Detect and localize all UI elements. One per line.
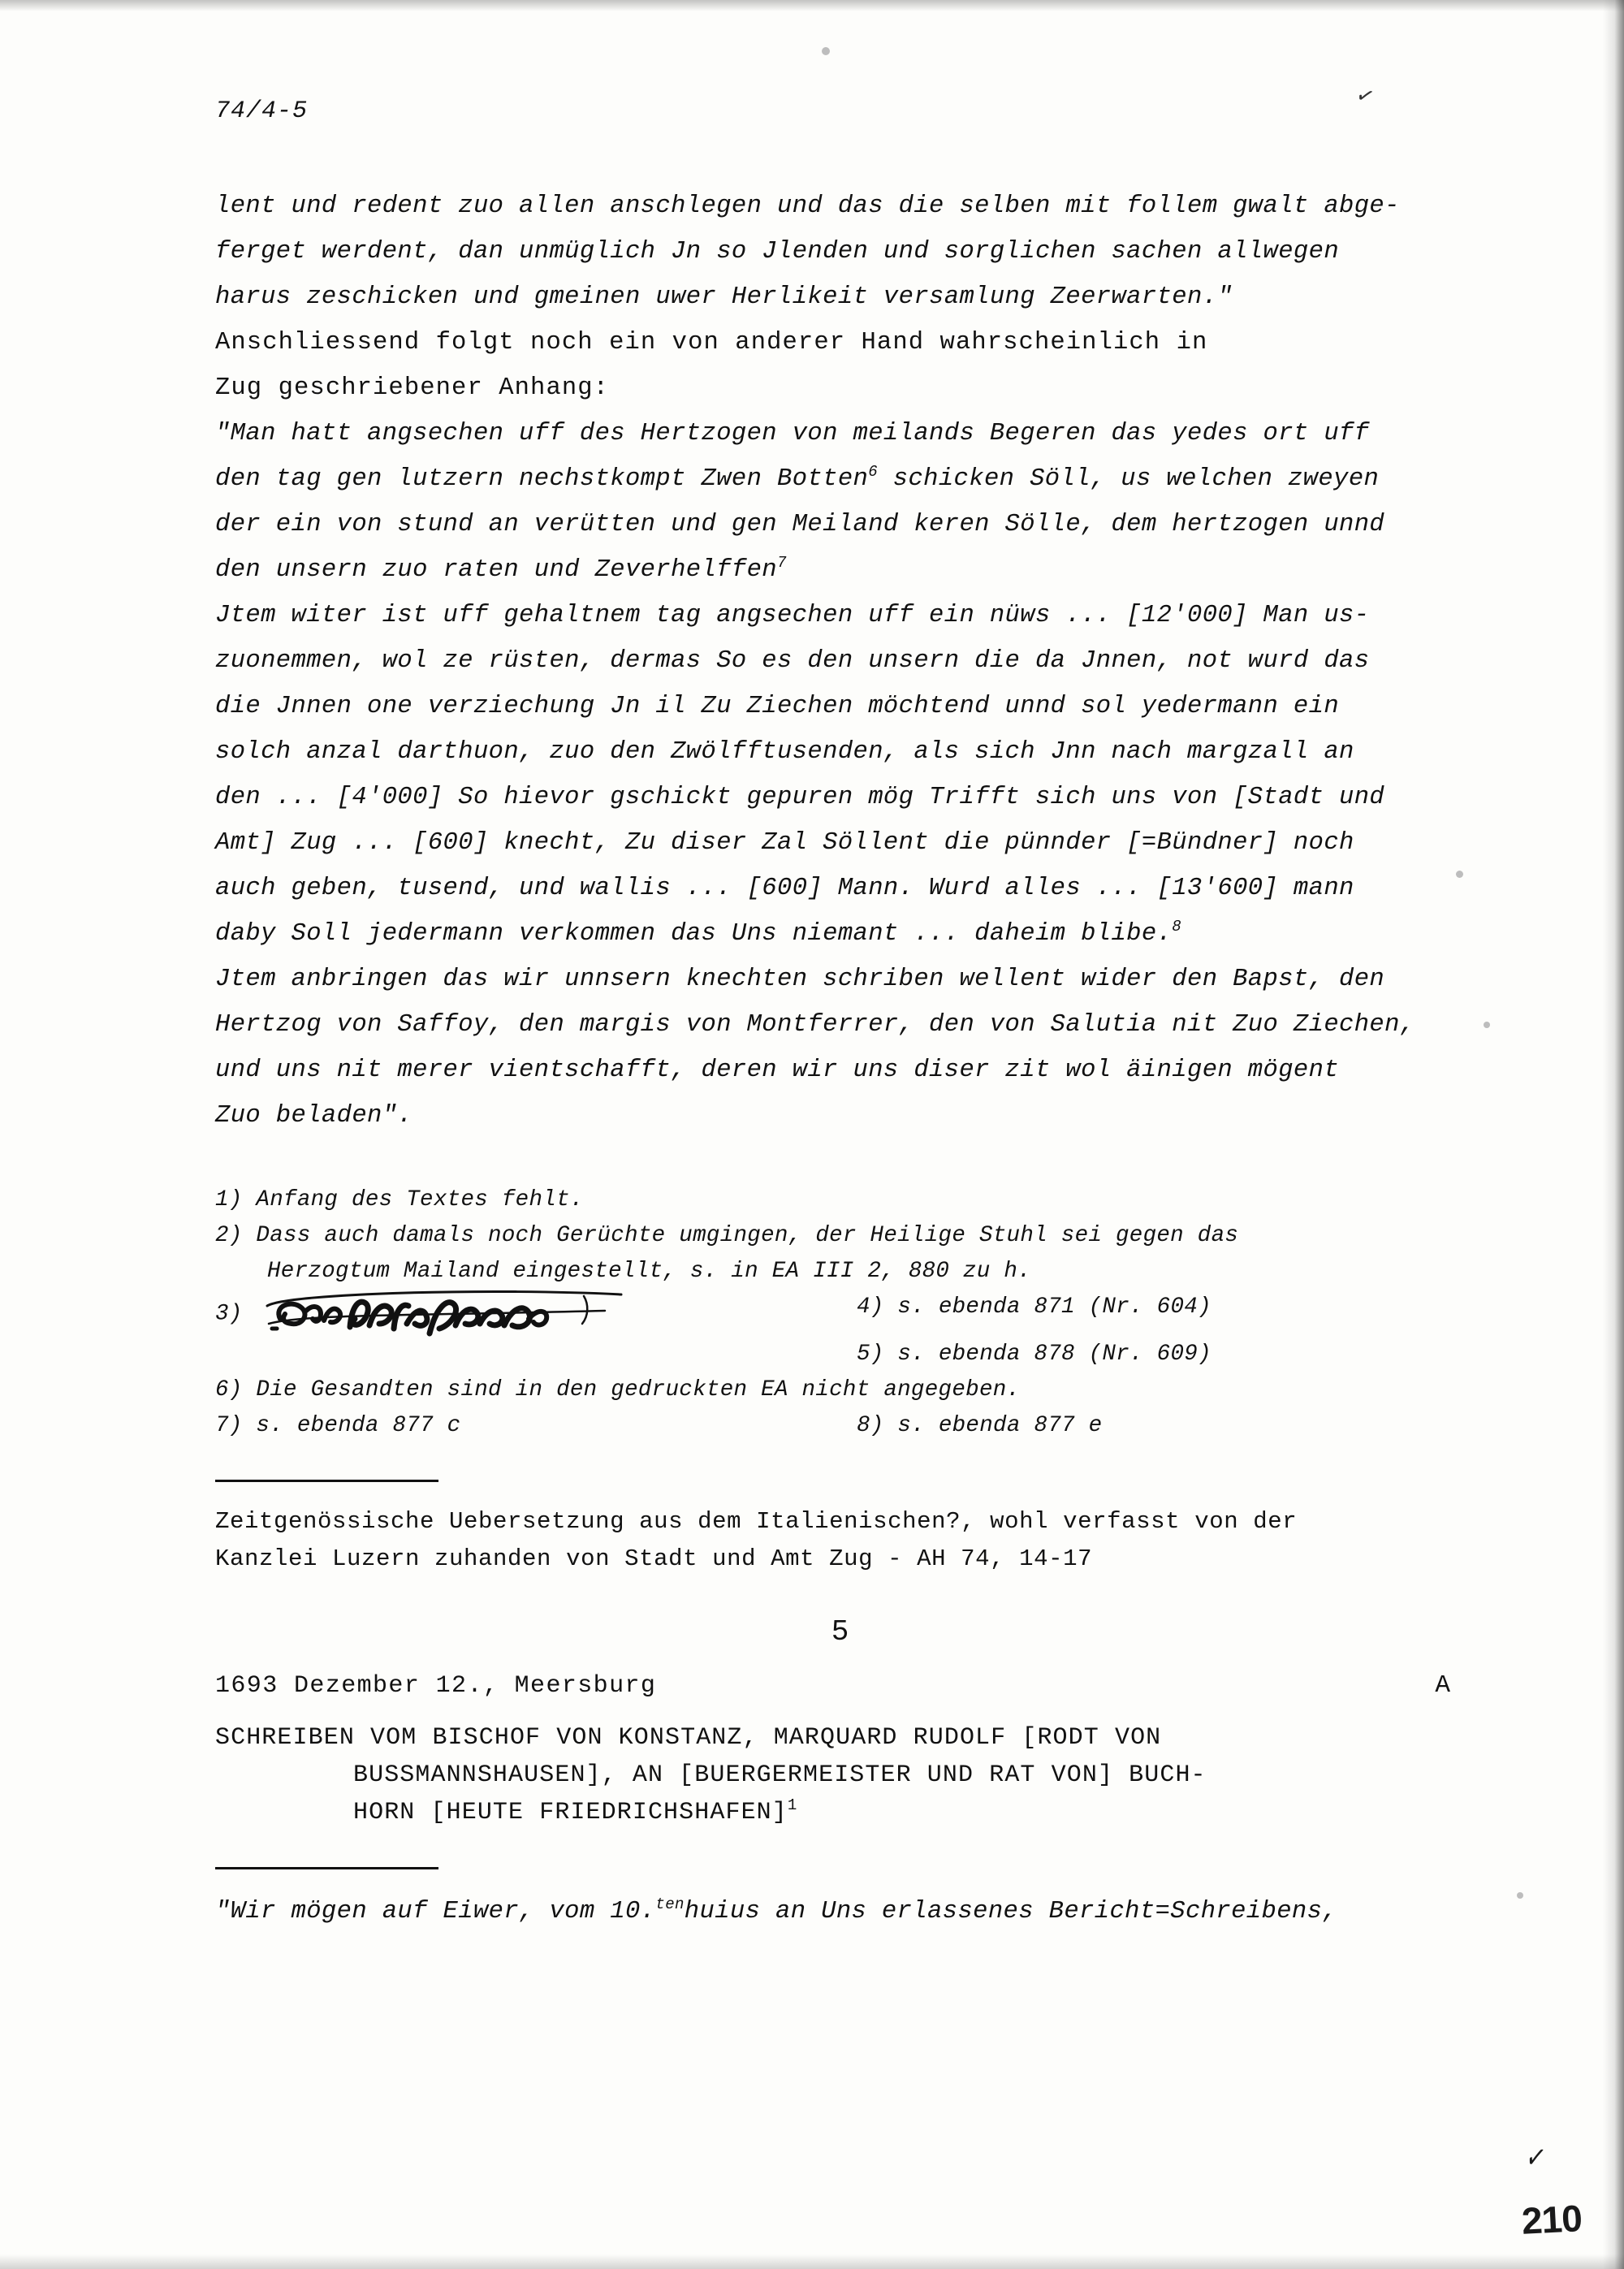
- footnote-2: 2) Dass auch damals noch Gerüchte umgingen, der Heilige Stuhl sei gegen das: [215, 1223, 1239, 1248]
- footnote-row-7-8: [215, 1408, 1466, 1444]
- editorial-note-block: [215, 320, 1466, 411]
- transcription-line: harus zeschicken und gmeinen uwer Herlikeit versamlung Zeerwarten.": [215, 283, 1233, 311]
- document-headline: [215, 1671, 1466, 1700]
- page-stamp-number: 210: [1520, 2197, 1583, 2242]
- transcription-line: Jtem anbringen das wir unnsern knechten schriben wellent wider den Bapst, den: [215, 966, 1385, 993]
- document-sigil: A: [1435, 1671, 1451, 1700]
- tail-text-pre: "Wir mögen auf Eiwer, vom 10.: [215, 1898, 656, 1925]
- footnote-6: 6) Die Gesandten sind in den gedruckten EA nicht angegeben.: [215, 1377, 1021, 1402]
- regest-line-3: [215, 1794, 1466, 1831]
- transcription-line: und uns nit merer vientschafft, deren wir uns diser zit wol äinigen mögent: [215, 1057, 1340, 1084]
- footnote-ref-7: 7: [777, 553, 787, 572]
- transcription-line: "Man hatt angsechen uff des Hertzogen von meilands Begeren das yedes ort uff: [215, 420, 1370, 447]
- transcription-block-2: [215, 411, 1466, 593]
- footnote-3: [215, 1290, 857, 1337]
- footnote-1: 1) Anfang des Textes fehlt.: [215, 1187, 584, 1212]
- transcription-line: zuonemmen, wol ze rüsten, dermas So es den unsern die da Jnnen, not wurd das: [215, 647, 1370, 675]
- footnote-5: 5) s. ebenda 878 (Nr. 609): [857, 1342, 1212, 1367]
- transcription-line: Hertzog von Saffoy, den margis von Montferrer, den von Salutia nit Zuo Ziechen,: [215, 1011, 1415, 1039]
- footnote-4: 4) s. ebenda 871 (Nr. 604): [857, 1294, 1212, 1320]
- tail-superscript: ten: [655, 1895, 685, 1913]
- transcription-line: Zuo beladen".: [215, 1102, 413, 1130]
- transcription-block-4: [215, 957, 1466, 1139]
- transcription-block-3: [215, 593, 1466, 957]
- transcription-line-text-a: den tag gen lutzern nechstkompt Zwen Botten: [215, 465, 869, 493]
- scan-speck: [1517, 1892, 1523, 1899]
- footnote-row-3-4: [215, 1290, 1466, 1337]
- transcription-line: auch geben, tusend, und wallis ... [600] Mann. Wurd alles ... [13'600] mann: [215, 875, 1354, 902]
- scan-speck: [822, 47, 830, 55]
- source-note-line: Zeitgenössische Uebersetzung aus dem Italienischen?, wohl verfasst von der: [215, 1508, 1298, 1535]
- source-note: [215, 1503, 1466, 1578]
- transcription-block-1: [215, 184, 1466, 320]
- document-number: 5: [831, 1615, 850, 1649]
- transcription-line: [215, 547, 1466, 593]
- document-date-place: 1693 Dezember 12., Meersburg: [215, 1672, 657, 1700]
- footnote-2-cont: Herzogtum Mailand eingestellt, s. in EA III 2, 880 zu h.: [267, 1259, 1031, 1284]
- footnotes-block: [215, 1182, 1466, 1444]
- transcription-line: die Jnnen one verziechung Jn il Zu Ziechen möchtend unnd sol yedermann ein: [215, 693, 1340, 720]
- source-note-line: Kanzlei Luzern zuhanden von Stadt und Amt Zug - AH 74, 14-17: [215, 1545, 1093, 1572]
- transcription-line: solch anzal darthuon, zuo den Zwölfftusenden, als sich Jnn nach margzall an: [215, 738, 1354, 766]
- footnote-ref-8: 8: [1172, 917, 1182, 936]
- transcription-line: Amt] Zug ... [600] knecht, Zu diser Zal Söllent die pünnder [=Bündner] noch: [215, 829, 1354, 857]
- handwritten-annotation: [256, 1290, 710, 1337]
- footnote-ref-6: 6: [868, 462, 879, 481]
- transcription-line-text: daby Soll jedermann verkommen das Uns niemant ... daheim blibe.: [215, 920, 1173, 948]
- scan-edge-right: [1603, 0, 1624, 2269]
- document-tail-transcription: [215, 1891, 1466, 1933]
- footnote-8: 8) s. ebenda 877 e: [857, 1413, 1103, 1438]
- tail-divider: [215, 1867, 438, 1869]
- scan-edge-top: [0, 0, 1624, 11]
- transcription-line: den ... [4'000] So hievor gschickt gepuren mög Trifft sich uns von [Stadt und: [215, 784, 1385, 811]
- transcription-line: der ein von stund an verütten und gen Meiland keren Sölle, dem hertzogen unnd: [215, 511, 1385, 538]
- page-content: [215, 97, 1466, 1933]
- transcription-line: lent und redent zuo allen anschlegen und das die selben mit follem gwalt abge-: [215, 192, 1400, 220]
- document-regest: [215, 1719, 1466, 1831]
- pen-tick-mark: ✓: [1353, 81, 1376, 113]
- transcription-line-text: den unsern zuo raten und Zeverhelffen: [215, 556, 778, 584]
- scan-speck: [1484, 1022, 1490, 1028]
- transcription-line-text-b: schicken Söll, us welchen zweyen: [878, 465, 1380, 493]
- footnote-3-label: 3): [215, 1301, 243, 1327]
- footnote-7: 7) s. ebenda 877 c: [215, 1413, 461, 1438]
- editorial-note-line: Zug geschriebener Anhang:: [215, 374, 610, 402]
- source-divider: [215, 1480, 438, 1482]
- editorial-note-line: Anschliessend folgt noch ein von anderer Hand wahrscheinlich in: [215, 329, 1208, 357]
- folio-number: 74/4-5: [215, 97, 309, 125]
- regest-line-2: BUSSMANNSHAUSEN], AN [BUERGERMEISTER UND RAT VON] BUCH-: [353, 1761, 1207, 1789]
- scan-edge-bottom: [0, 2254, 1624, 2269]
- transcription-line: Jtem witer ist uff gehaltnem tag angsechen uff ein nüws ... [12'000] Man us-: [215, 602, 1370, 629]
- footnote-ref-1: 1: [787, 1796, 798, 1814]
- pen-check-icon: ✓: [1523, 2137, 1547, 2181]
- regest-line-1: SCHREIBEN VOM BISCHOF VON KONSTANZ, MARQUARD RUDOLF [RODT VON: [215, 1724, 1162, 1752]
- transcription-line: ferget werdent, dan unmüglich Jn so Jlenden und sorglichen sachen allwegen: [215, 238, 1340, 266]
- regest-line-3-text: HORN [HEUTE FRIEDRICHSHAFEN]: [353, 1799, 788, 1826]
- transcription-line: [215, 911, 1466, 957]
- transcription-line: [215, 456, 1466, 502]
- tail-text-post: huius an Uns erlassenes Bericht=Schreibens,: [684, 1898, 1338, 1925]
